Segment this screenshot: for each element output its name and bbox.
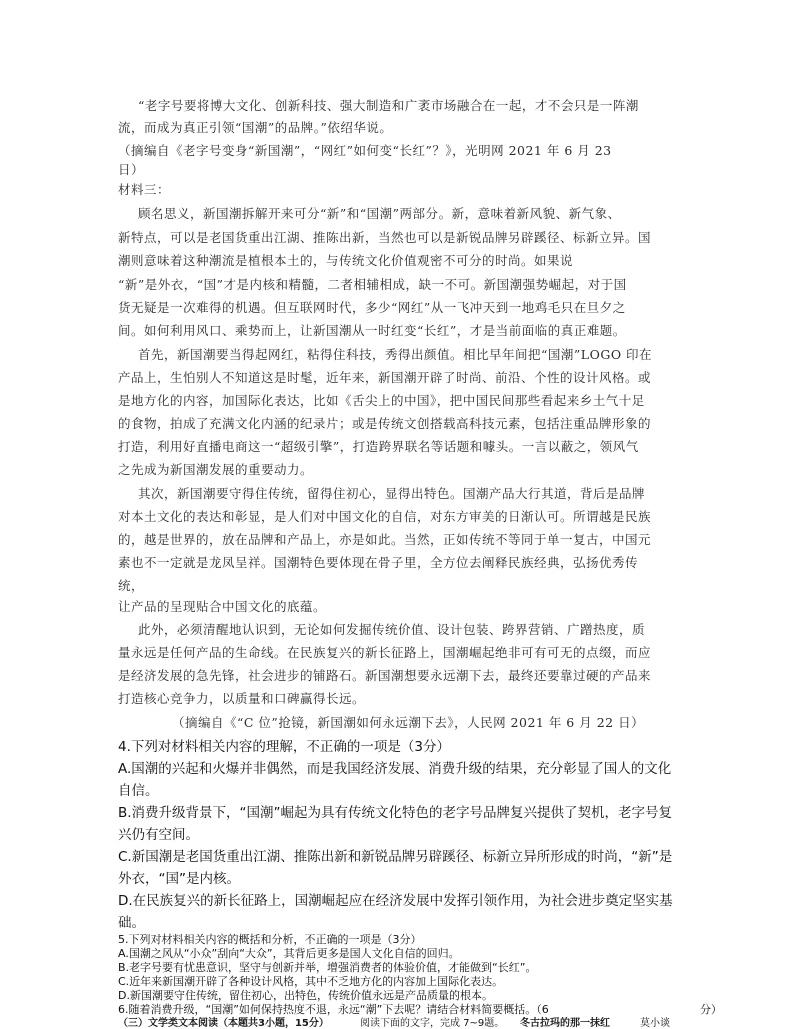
q4-option-c: C.新国潮是老国货重出江湖、推陈出新和新锐品牌另辟蹊径、标新立异所形成的时尚，“新”是 [118, 849, 673, 865]
m3-p1-line: 顾名思义，新国潮拆解开来可分“新”和“国潮”两部分。新，意味着新风貌、新气象、 [138, 206, 621, 221]
source-1-line-1: （摘编自《老字号变身“新国潮”，“网红”如何变“长红”？》，光明网 2021 年 6 月 23 [118, 143, 612, 158]
m3-p3-line: 统， [118, 578, 145, 593]
m3-p2-line: 打造，利用好直播电商这一“超级引擎”，打造跨界联名等话题和噱头。一言以蔽之，领风气 [118, 439, 639, 454]
m3-p2-line: 首先，新国潮要当得起网红，粘得住科技，秀得出颜值。相比早年间把“国潮”LOGO 印在 [138, 347, 653, 362]
q5-stem: 5.下列对材料相关内容的概括和分析，不正确的一项是（3分） [118, 933, 422, 946]
q4-option-c-cont: 外衣，“国”是内核。 [118, 871, 240, 887]
material-3-heading: 材料三： [118, 182, 171, 197]
m3-p1-line: “新”是外衣，“国”才是内核和精髓，二者相辅相成，缺一不可。新国潮强势崛起，对于国 [118, 277, 627, 292]
q5-option-a: A.国潮之风从“小众”刮向“大众”，其背后更多是国人文化自信的回归。 [118, 947, 460, 960]
m3-p3-line: 其次，新国潮要守得住传统，留得住初心，显得出特色。国潮产品大行其道，背后是品牌 [138, 486, 646, 501]
q4-option-d: D.在民族复兴的新长征路上，国潮崛起应在经济发展中发挥引领作用，为社会进步奠定坚实基 [118, 893, 673, 909]
m3-p3-line: 对本土文化的表达和彰显，是人们对中国文化的自信，对东方审美的日渐认可。所谓越是民族 [118, 509, 652, 524]
source-2: （摘编自《“C 位”抢镜，新国潮如何永远潮下去》，人民网 2021 年 6 月 22 日） [172, 715, 645, 730]
m3-p4-line: 量永远是任何产品的生命线。在民族复兴的新长征路上，国潮崛起绝非可有可无的点缀，而应 [118, 645, 652, 660]
m3-p4-line: 此外，必须清醒地认识到，无论如何发掘传统价值、设计包装、跨界营销、广蹭热度，质 [138, 622, 646, 637]
section-3-heading: （三）文学类文本阅读（本题共3小题，15分） [118, 1018, 329, 1029]
story-author: 莫小谈 [640, 1018, 670, 1029]
q5-option-c: C.近年来新国潮开辟了各种设计风格，其中不乏地方化的内容加上国际化表达。 [118, 975, 504, 988]
quote-line-1: “老字号要将博大文化、创新科技、强大制造和广袤市场融合在一起，才不会只是一阵潮 [138, 98, 639, 113]
q4-option-d-cont: 础。 [118, 915, 145, 931]
q4-stem: 4.下列对材料相关内容的理解，不正确的一项是（3分） [118, 739, 450, 755]
m3-p2-line: 之先成为新国潮发展的重要动力。 [118, 462, 314, 477]
m3-p3-line: 素也不一定就是龙凤呈祥。国潮特色要体现在骨子里，全方位去阐释民族经典，弘扬优秀传 [118, 555, 639, 570]
q6-line-1: 6.随着消费升级，“国潮”如何保持热度不退，永远“潮”下去呢？请结合材料简要概括。（6 [118, 1003, 549, 1016]
q4-option-b: B.消费升级背景下，“国潮”崛起为具有传统文化特色的老字号品牌复兴提供了契机，老字号复 [118, 805, 673, 821]
m3-p1-line: 新特点，可以是老国货重出江湖、推陈出新，当然也可以是新锐品牌另辟蹊径、标新立异。国 [118, 230, 652, 245]
m3-p3-line: 让产品的呈现贴合中国文化的底蕴。 [118, 599, 327, 614]
m3-p3-line: 的，越是世界的，放在品牌和产品上，亦是如此。当然，正如传统不等同于单一复古，中国元 [118, 532, 652, 547]
m3-p1-line: 潮则意味着这种潮流是植根本土的，与传统文化价值观密不可分的时尚。如果说 [118, 253, 574, 268]
q4-option-a-cont: 自信。 [118, 783, 159, 799]
m3-p1-line: 货无疑是一次难得的机遇。但互联网时代，多少“网红”从一飞冲天到一地鸡毛只在旦夕之 [118, 300, 626, 315]
m3-p1-line: 间。如何利用风口、乘势而上，让新国潮从一时红变“长红”，才是当前面临的真正难题。 [118, 323, 626, 338]
m3-p4-line: 是经济发展的急先锋，社会进步的铺路石。新国潮想要永远潮下去，最终还要靠过硬的产品来 [118, 668, 652, 683]
q4-option-b-cont: 兴仍有空间。 [118, 827, 199, 843]
section-3-instruction: 阅读下面的文字，完成 7~9题。 [360, 1018, 505, 1029]
m3-p2-line: 的食物，拍成了充满文化内涵的纪录片；或是传统文创搭载高科技元素，包括注重品牌形象的 [118, 416, 652, 431]
story-title: 冬古拉玛的那一抹红 [520, 1018, 610, 1029]
source-1-line-2: 日） [118, 162, 145, 177]
m3-p4-line: 打造核心竞争力，以质量和口碑赢得长远。 [118, 691, 366, 706]
m3-p2-line: 是地方化的内容，加国际化表达，比如《舌尖上的中国》，把中国民间那些看起来乡土气十足 [118, 393, 645, 408]
m3-p2-line: 产品上，生怕别人不知道这是时髦，近年来，新国潮开辟了时尚、前沿、个性的设计风格。或 [118, 370, 652, 385]
q4-option-a: A.国潮的兴起和火爆并非偶然，而是我国经济发展、消费升级的结果，充分彰显了国人的文化 [118, 761, 672, 777]
quote-line-2: 流，而成为真正引领“国潮”的品牌。”依绍华说。 [118, 120, 393, 135]
q5-option-d: D.新国潮要守住传统，留住初心，出特色，传统价值永远是产品质量的根本。 [118, 989, 493, 1002]
q5-option-b: B.老字号要有忧患意识，坚守与创新并举，增强消费者的体验价值，才能做到“长红”。 [118, 961, 537, 974]
q6-line-2: 分） [700, 1003, 722, 1016]
